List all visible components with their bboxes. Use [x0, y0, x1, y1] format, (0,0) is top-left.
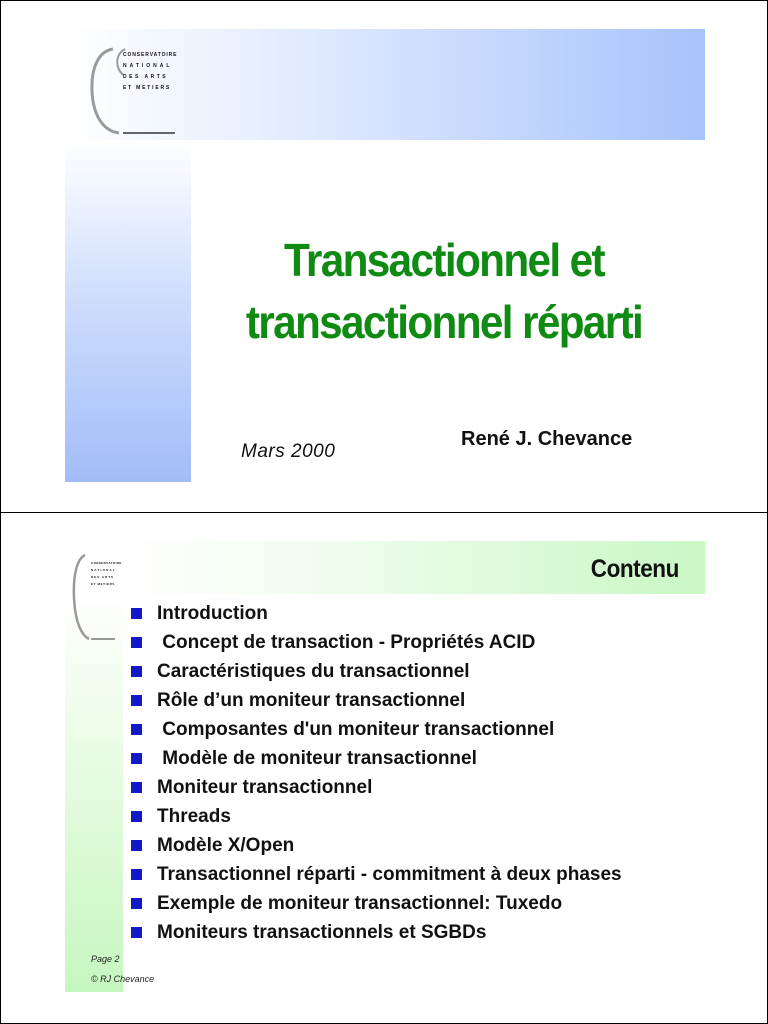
logo-line-2: NATIONAL — [123, 63, 173, 69]
bullet-square-icon — [131, 782, 142, 793]
logo-line-1: CONSERVATOIRE — [91, 561, 122, 565]
bullet-square-icon — [131, 869, 142, 880]
list-item — [131, 744, 622, 773]
bullet-square-icon — [131, 753, 142, 764]
list-item — [131, 657, 622, 686]
list-item — [131, 686, 622, 715]
bullet-square-icon — [131, 695, 142, 706]
list-item — [131, 918, 622, 947]
title-line-1: Transactionnel et — [284, 234, 604, 286]
logo-line-1: CONSERVATOIRE — [123, 52, 178, 58]
cnam-logo — [85, 45, 185, 137]
slide-title — [211, 229, 677, 353]
list-item-label: Threads — [157, 805, 231, 827]
logo-line-3: DES ARTS — [123, 74, 169, 80]
list-item-label: Modèle de moniteur transactionnel — [157, 747, 477, 769]
list-item-label: Rôle d’un moniteur transactionnel — [157, 689, 466, 711]
list-item — [131, 860, 622, 889]
bullet-square-icon — [131, 840, 142, 851]
list-item — [131, 628, 622, 657]
logo-line-3: DES ARTS — [91, 575, 115, 579]
list-item-label: Moniteur transactionnel — [157, 776, 373, 798]
logo-line-4: ET METIERS — [91, 582, 116, 586]
list-item-label: Caractéristiques du transactionnel — [157, 660, 470, 682]
bullet-square-icon — [131, 637, 142, 648]
list-item — [131, 715, 622, 744]
logo-line-4: ET METIERS — [123, 85, 172, 91]
list-item — [131, 773, 622, 802]
list-item — [131, 802, 622, 831]
list-item-label: Exemple de moniteur transactionnel: Tuxedo — [157, 892, 563, 914]
page-number: Page 2 — [91, 954, 120, 964]
list-item — [131, 889, 622, 918]
list-item-label: Transactionnel réparti - commitment à deux phases — [157, 863, 622, 885]
list-item-label: Moniteurs transactionnels et SGBDs — [157, 921, 487, 943]
slide-date: Mars 2000 — [241, 441, 336, 462]
list-item-label: Modèle X/Open — [157, 834, 295, 856]
list-item-label: Introduction — [157, 602, 268, 624]
copyright-text: © RJ Chevance — [91, 974, 155, 984]
list-item — [131, 599, 622, 628]
list-item-label: Concept de transaction - Propriétés ACID — [157, 631, 536, 653]
list-item — [131, 831, 622, 860]
slide-author: René J. Chevance — [461, 428, 633, 450]
cnam-logo — [71, 551, 121, 643]
bullet-square-icon — [131, 666, 142, 677]
slide-2 — [0, 512, 768, 1024]
slide-heading: Contenu — [590, 555, 679, 583]
title-line-2: transactionnel réparti — [245, 296, 643, 348]
bullet-square-icon — [131, 898, 142, 909]
bullet-square-icon — [131, 608, 142, 619]
side-gradient-band — [65, 594, 123, 992]
contents-list — [131, 599, 622, 947]
bullet-square-icon — [131, 927, 142, 938]
side-gradient-band — [65, 140, 191, 482]
bullet-square-icon — [131, 811, 142, 822]
logo-line-2: NATIONAL — [91, 568, 116, 572]
bullet-square-icon — [131, 724, 142, 735]
list-item-label: Composantes d'un moniteur transactionnel — [157, 718, 555, 740]
